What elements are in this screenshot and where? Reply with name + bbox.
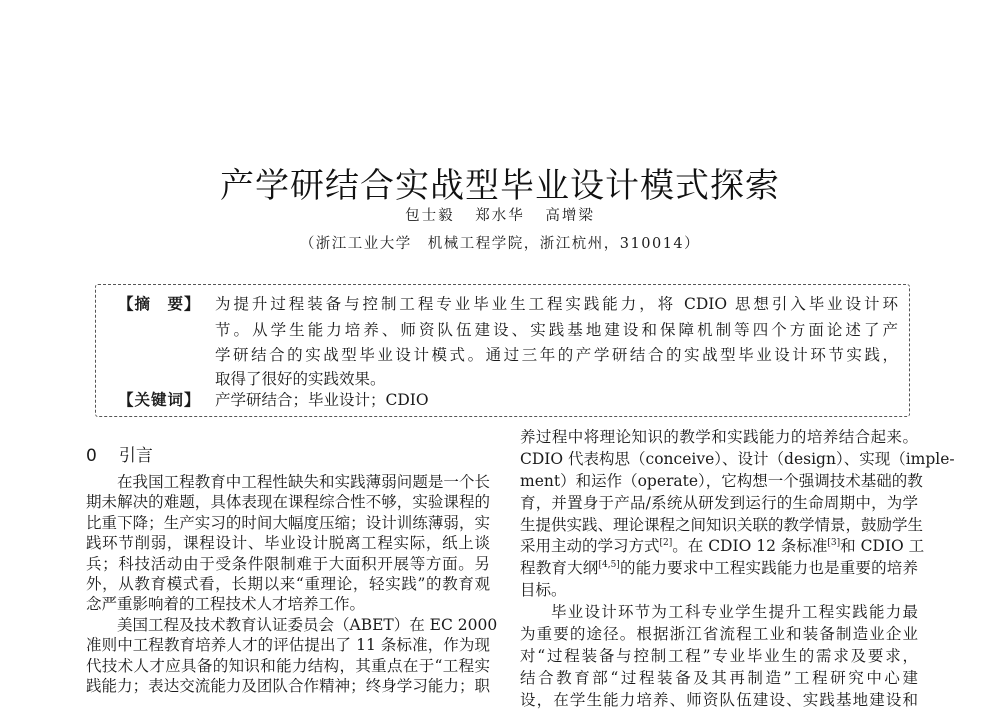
text-line: 比重下降；生产实习的时间大幅度压缩；设计训练薄弱，实 <box>86 513 490 532</box>
text-line: 践能力；表达交流能力及团队合作精神；终身学习能力；职 <box>86 676 490 695</box>
abstract-line: 为提升过程装备与控制工程专业毕业生工程实践能力，将 CDIO 思想引入毕业设计环 <box>215 295 898 313</box>
text-line: 代技术人才应具备的知识和能力结构，其重点在于“工程实 <box>86 656 490 675</box>
abstract-line: 学研结合的实战型毕业设计模式。通过三年的产学研结合的实战型毕业设计环节实践， <box>215 346 898 364</box>
text-line: 生提供实践、理论课程之间知识关联的教学情景，鼓励学生 <box>520 515 924 534</box>
text-line: 育，并置身于产品/系统从研发到运行的生命周期中，为学 <box>520 493 918 512</box>
text-line: 结合教育部“过程装备及其再制造”工程研究中心建 <box>520 668 918 687</box>
citation-ref: [2] <box>659 538 673 549</box>
paper-title: 产学研结合实战型毕业设计模式探索 <box>220 166 780 206</box>
affiliation: （浙江工业大学 机械工程学院，浙江杭州，310014） <box>299 236 701 252</box>
text-line: 践环节削弱，课程设计、毕业设计脱离工程实际，纸上谈 <box>86 534 490 553</box>
abstract-line: 节。从学生能力培养、师资队伍建设、实践基地建设和保障机制等四个方面论述了产 <box>215 321 898 339</box>
text-line: 设，在学生能力培养、师资队伍建设、实践基地建设和 <box>520 690 918 709</box>
text-line: 养过程中将理论知识的教学和实践能力的培养结合起来。 <box>520 428 918 446</box>
text-segment: 采用主动的学习方式 <box>520 537 660 556</box>
text-line: 外，从教育模式看，长期以来“重理论，轻实践”的教育观 <box>86 574 490 593</box>
keywords-label: 【关键词】 <box>118 390 201 409</box>
abstract-line: 取得了很好的实践效果。 <box>215 370 386 388</box>
text-line <box>520 536 925 558</box>
section-title: 引言 <box>118 446 153 466</box>
text-line: 目标。 <box>520 581 567 600</box>
text-line: 为重要的途径。根据浙江省流程工业和装备制造业企业 <box>520 625 918 644</box>
section-number: 0 <box>86 446 97 466</box>
text-line: 在我国工程教育中工程性缺失和实践薄弱问题是一个长 <box>117 473 490 491</box>
citation-ref: [3] <box>827 538 841 549</box>
text-segment: 的能力要求中工程实践能力也是重要的培养 <box>619 559 918 578</box>
text-line: 兵；科技活动由于受条件限制难于大面积开展等方面。另 <box>86 554 490 573</box>
section-heading <box>86 441 153 466</box>
text-line: 期未解决的难题，具体表现在课程综合性不够，实验课程的 <box>86 493 490 512</box>
text-line: 美国工程及技术教育认证委员会（ABET）在 EC 2000 <box>117 615 498 634</box>
abstract-label: 【摘 要】 <box>118 294 201 313</box>
text-segment: 和 CDIO 工 <box>840 537 925 556</box>
keywords: 产学研结合；毕业设计；CDIO <box>215 391 429 409</box>
text-line: ment）和运作（operate），它构想一个强调技术基础的教 <box>520 471 923 490</box>
text-line: 准则中工程教育培养人才的评估提出了 11 条标准，作为现 <box>86 636 490 655</box>
text-line <box>520 558 918 580</box>
text-line: 毕业设计环节为工科专业学生提升工程实践能力最 <box>551 603 918 622</box>
right-column <box>520 427 955 712</box>
text-line: 念严重影响着的工程技术人才培养工作。 <box>86 595 366 614</box>
citation-ref: [4,5] <box>598 560 620 571</box>
left-column <box>86 472 498 696</box>
text-segment: 程教育大纲 <box>520 559 599 578</box>
text-line: CDIO 代表构思（conceive）、设计（design）、实现（imple- <box>520 449 955 468</box>
text-segment: 。在 CDIO 12 条标准 <box>672 537 828 556</box>
text-line: 对“过程装备与控制工程”专业毕业生的需求及要求， <box>520 646 918 665</box>
authors: 包士毅 郑水华 高增梁 <box>405 208 595 224</box>
